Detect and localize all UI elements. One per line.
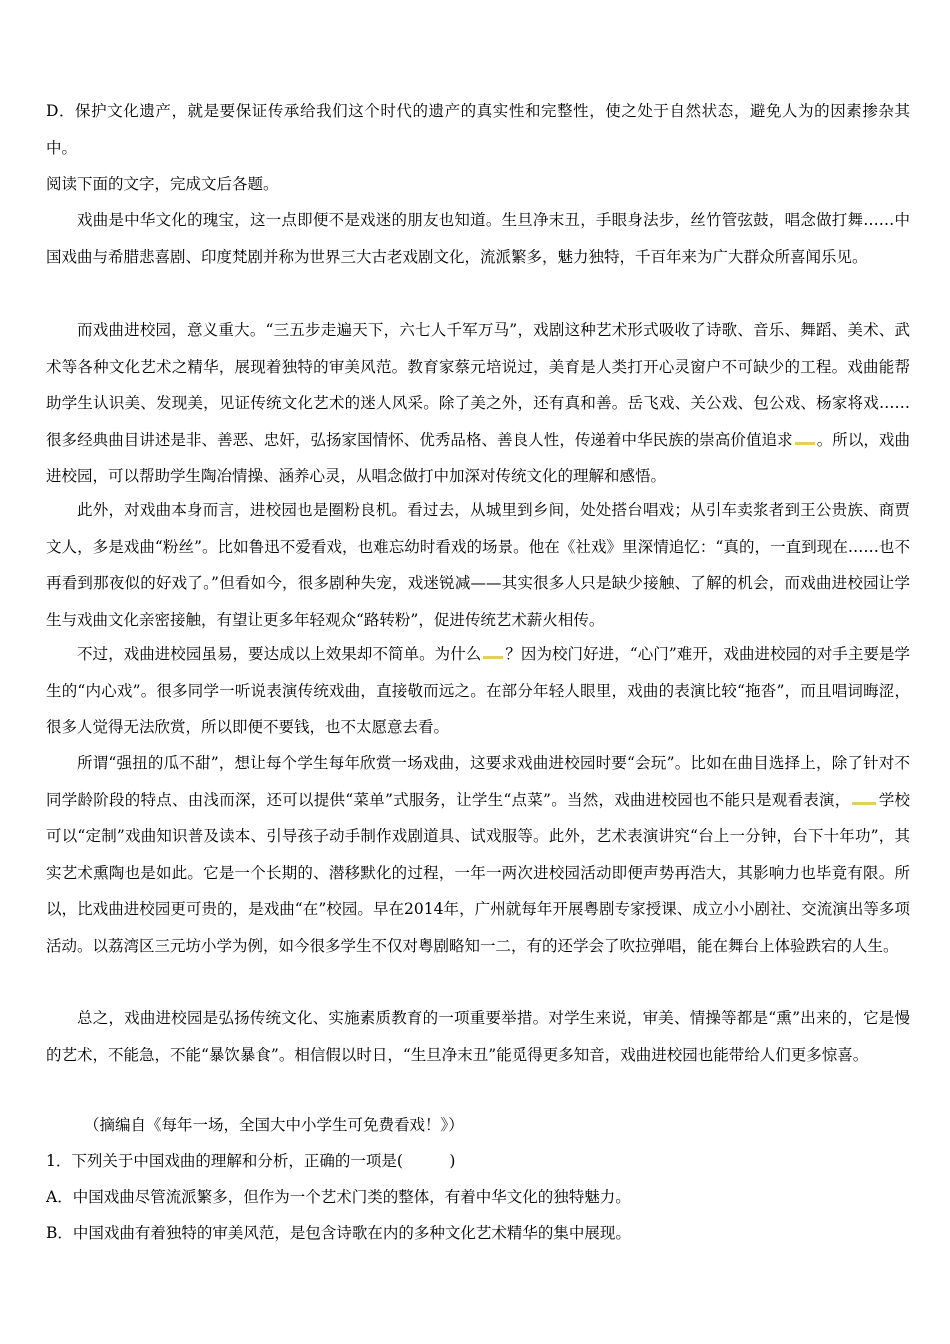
paragraph-4-text-b: ？因为校门好进，“心门”难开，戏曲进校园的对手主要是学生的“内心戏”。很多同学一听说表演传统戏曲，直接敬而远之。在部分年轻人眼里，戏曲的表演比较“拖沓”，而且唱词晦涩，很多人觉得无法欣赏，所以即便不要钱，也不太愿意去看。 xyxy=(46,645,910,736)
passage-paragraph-5 xyxy=(46,745,910,964)
blank-line-1 xyxy=(795,442,815,445)
blank-line-3 xyxy=(852,802,876,805)
paragraph-2-text-a: 而戏曲进校园，意义重大。“三五步走遍天下，六七人千军万马”，戏剧这种艺术形式吸收了诗歌、音乐、舞蹈、美术、武术等各种文化艺术之精华，展现着独特的审美风范。教育家蔡元培说过，美育是人类打开心灵窗户不可缺少的工程。戏曲能帮助学生认识美、发现美，见证传统文化艺术的迷人风采。除了美之外，还有真和善。岳飞戏、关公戏、包公戏、杨家将戏……很多经典曲目讲述是非、善恶、忠奸，弘扬家国情怀、优秀品格、善良人性，传递着中华民族的崇高价值追求 xyxy=(46,321,910,449)
question-1-option-b: B．中国戏曲有着独特的审美风范，是包含诗歌在内的多种文化艺术精华的集中展现。 xyxy=(46,1224,631,1242)
passage-source: （摘编自《每年一场，全国大中小学生可免费看戏！》） xyxy=(84,1116,464,1134)
passage-paragraph-2 xyxy=(46,312,910,495)
paragraph-5-text-a: 所谓“强扭的瓜不甜”，想让每个学生每年欣赏一场戏曲，这要求戏曲进校园时要“会玩”。比如在曲目选择上，除了针对不同学龄阶段的特点、由浅而深，还可以提供“菜单”式服务，让学生“点菜”。当然，戏曲进校园也不能只是观看表演， xyxy=(46,754,910,809)
passage-paragraph-3: 此外，对戏曲本身而言，进校园也是圈粉良机。看过去，从城里到乡间，处处搭台唱戏；从引车卖浆者到王公贵族、商贾文人，多是戏曲“粉丝”。比如鲁迅不爱看戏，也难忘幼时看戏的场景。他在《社戏》里深情追忆：“真的，一直到现在……也不再看到那夜似的好戏了。”但看如今，很多剧种失宠，戏迷锐减——其实很多人只是缺少接触、了解的机会，而戏曲进校园让学生与戏曲文化亲密接触，有望让更多年轻观众“路转粉”，促进传统艺术薪火相传。 xyxy=(46,501,910,629)
passage-paragraph-1: 戏曲是中华文化的瑰宝，这一点即便不是戏迷的朋友也知道。生旦净末丑，手眼身法步，丝竹管弦鼓，唱念做打舞……中国戏曲与希腊悲喜剧、印度梵剧并称为世界三大古老戏剧文化，流派繁多，魅力独特，千百年来为广大群众所喜闻乐见。 xyxy=(46,211,910,266)
paragraph-2-text-b: 。所以，戏曲进校园，可以帮助学生陶冶情操、涵养心灵，从唱念做打中加深对传统文化的理解和感悟。 xyxy=(46,430,910,485)
passage-paragraph-4 xyxy=(46,636,910,746)
option-d: D．保护文化遗产，就是要保证传承给我们这个时代的遗产的真实性和完整性，使之处于自然状态，避免人为的因素掺杂其中。 xyxy=(46,102,910,157)
paragraph-5-text-b: 学校可以“定制”戏曲知识普及读本、引导孩子动手制作戏剧道具、试戏服等。此外，艺术表演讲究“台上一分钟，台下十年功”，其实艺术熏陶也是如此。它是一个长期的、潜移默化的过程，一年一两次进校园活动即便声势再浩大，其影响力也毕竟有限。所以，比戏曲进校园更可贵的，是戏曲“在”校园。早在2014年，广州就每年开展粤剧专家授课、成立小小剧社、交流演出等多项活动。以荔湾区三元坊小学为例，如今很多学生不仅对粤剧略知一二，有的还学会了吹拉弹唱，能在舞台上体验跌宕的人生。 xyxy=(46,790,910,955)
paragraph-4-text-a: 不过，戏曲进校园虽易，要达成以上效果却不简单。为什么 xyxy=(77,645,482,663)
question-1-option-a: A．中国戏曲尽管流派繁多，但作为一个艺术门类的整体，有着中华文化的独特魅力。 xyxy=(46,1188,631,1206)
blank-line-2 xyxy=(483,656,503,659)
question-1-stem: 1．下列关于中国戏曲的理解和分析，正确的一项是( ) xyxy=(46,1152,456,1170)
passage-paragraph-6: 总之，戏曲进校园是弘扬传统文化、实施素质教育的一项重要举措。对学生来说，审美、情操等都是“熏”出来的，它是慢的艺术，不能急，不能“暴饮暴食”。相信假以时日，“生旦净末丑”能觅得更多知音，戏曲进校园也能带给人们更多惊喜。 xyxy=(46,1009,910,1064)
reading-instruction: 阅读下面的文字，完成文后各题。 xyxy=(46,175,279,193)
